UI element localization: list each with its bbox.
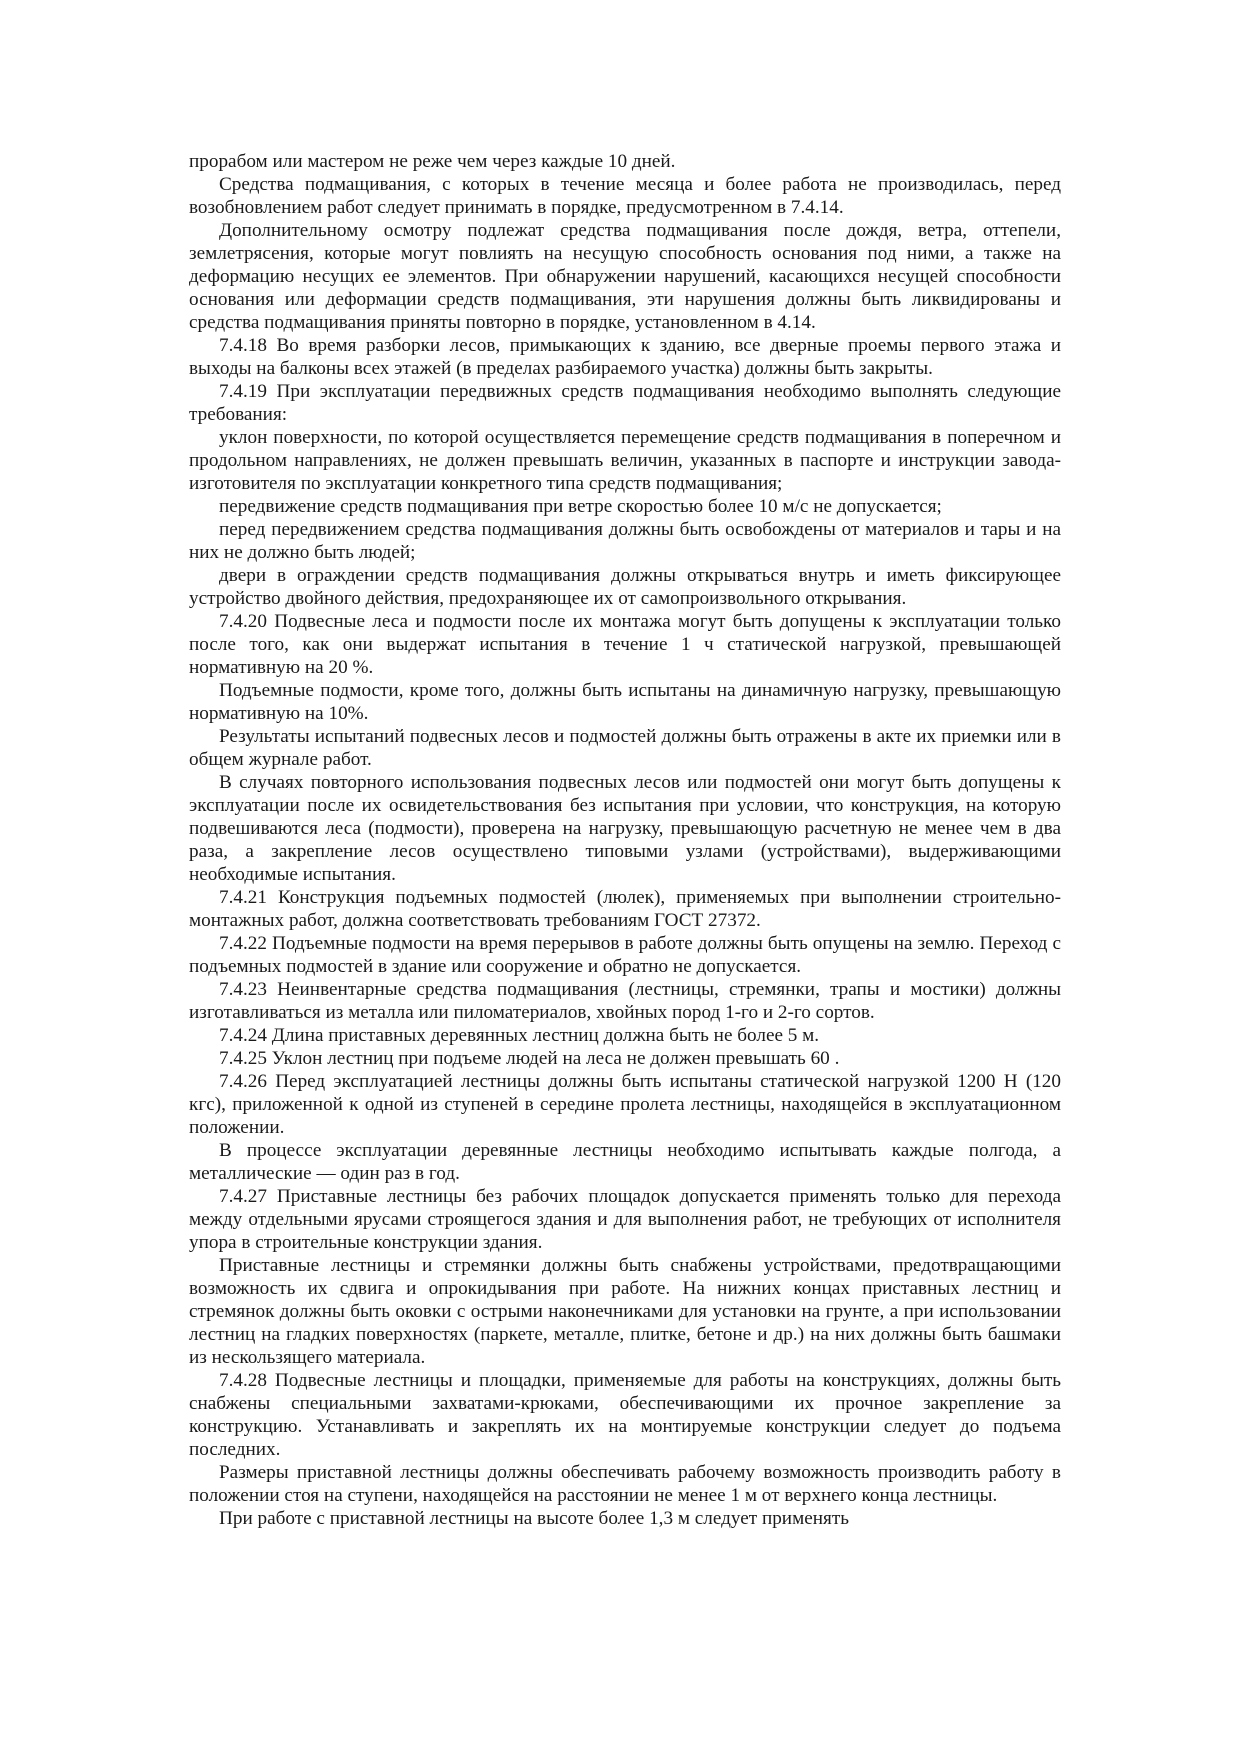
paragraph: Дополнительному осмотру подлежат средства подмащивания после дождя, ветра, оттепели, землетрясения, которые могут повлиять на несущую способность основания под ними, а также на деформацию несущих ее элементов. При обнаружении нарушений, касающихся несущей способности основания или деформации средств подмащивания, эти нарушения должны быть ликвидированы и средства подмащивания приняты повторно в порядке, установленном в 4.14. [189, 220, 1061, 333]
paragraph: 7.4.25 Уклон лестниц при подъеме людей на леса не должен превышать 60 . [219, 1048, 840, 1069]
paragraph: двери в ограждении средств подмащивания должны открываться внутрь и иметь фиксирующее устройство двойного действия, предохраняющее их от самопроизвольного открывания. [189, 565, 1061, 609]
paragraph: передвижение средств подмащивания при ветре скоростью более 10 м/с не допускается; [219, 496, 942, 517]
paragraph: 7.4.24 Длина приставных деревянных лестниц должна быть не более 5 м. [219, 1025, 820, 1046]
paragraph: Приставные лестницы и стремянки должны быть снабжены устройствами, предотвращающими возможность их сдвига и опрокидывания при работе. На нижних концах приставных лестниц и стремянок должны быть оковки с острыми наконечниками для установки на грунте, а при использовании лестниц на гладких поверхностях (паркете, металле, плитке, бетоне и др.) на них должны быть башмаки из нескользящего материала. [189, 1255, 1061, 1368]
paragraph: 7.4.23 Неинвентарные средства подмащивания (лестницы, стремянки, трапы и мостики) должны изготавливаться из металла или пиломатериалов, хвойных пород 1-го и 2-го сортов. [189, 979, 1061, 1023]
paragraph: 7.4.21 Конструкция подъемных подмостей (люлек), применяемых при выполнении строительно-монтажных работ, должна соответствовать требованиям ГОСТ 27372. [189, 887, 1061, 931]
paragraph: Средства подмащивания, с которых в течение месяца и более работа не производилась, перед возобновлением работ следует принимать в порядке, предусмотренном в 7.4.14. [189, 174, 1061, 218]
paragraph: В случаях повторного использования подвесных лесов или подмостей они могут быть допущены к эксплуатации после их освидетельствования без испытания при условии, что конструкция, на которую подвешиваются леса (подмости), проверена на нагрузку, превышающую расчетную не менее чем в два раза, а закрепление лесов осуществлено типовыми узлами (устройствами), выдерживающими необходимые испытания. [189, 772, 1061, 885]
paragraph: В процессе эксплуатации деревянные лестницы необходимо испытывать каждые полгода, а металлические — один раз в год. [189, 1140, 1061, 1184]
paragraph: 7.4.19 При эксплуатации передвижных средств подмащивания необходимо выполнять следующие требования: [189, 381, 1061, 425]
paragraph: 7.4.27 Приставные лестницы без рабочих площадок допускается применять только для перехода между отдельными ярусами строящегося здания и для выполнения работ, не требующих от исполнителя упора в строительные конструкции здания. [189, 1186, 1061, 1253]
paragraph: перед передвижением средства подмащивания должны быть освобождены от материалов и тары и на них не должно быть людей; [189, 519, 1061, 563]
document-page [189, 150, 1061, 1530]
paragraph: 7.4.18 Во время разборки лесов, примыкающих к зданию, все дверные проемы первого этажа и выходы на балконы всех этажей (в пределах разбираемого участка) должны быть закрыты. [189, 335, 1061, 379]
paragraph: прорабом или мастером не реже чем через каждые 10 дней. [189, 151, 676, 172]
paragraph: Результаты испытаний подвесных лесов и подмостей должны быть отражены в акте их приемки или в общем журнале работ. [189, 726, 1061, 770]
paragraph: уклон поверхности, по которой осуществляется перемещение средств подмащивания в поперечном и продольном направлениях, не должен превышать величин, указанных в паспорте и инструкции завода-изготовителя по эксплуатации конкретного типа средств подмащивания; [189, 427, 1061, 494]
paragraph: 7.4.26 Перед эксплуатацией лестницы должны быть испытаны статической нагрузкой 1200 Н (120 кгс), приложенной к одной из ступеней в середине пролета лестницы, находящейся в эксплуатационном положении. [189, 1071, 1061, 1138]
paragraph: 7.4.20 Подвесные леса и подмости после их монтажа могут быть допущены к эксплуатации только после того, как они выдержат испытания в течение 1 ч статической нагрузкой, превышающей нормативную на 20 %. [189, 611, 1061, 678]
paragraph: 7.4.22 Подъемные подмости на время перерывов в работе должны быть опущены на землю. Переход с подъемных подмостей в здание или сооружение и обратно не допускается. [189, 933, 1061, 977]
paragraph: При работе с приставной лестницы на высоте более 1,3 м следует применять [219, 1508, 849, 1529]
paragraph: Подъемные подмости, кроме того, должны быть испытаны на динамичную нагрузку, превышающую нормативную на 10%. [189, 680, 1061, 724]
paragraph: Размеры приставной лестницы должны обеспечивать рабочему возможность производить работу в положении стоя на ступени, находящейся на расстоянии не менее 1 м от верхнего конца лестницы. [189, 1462, 1061, 1506]
paragraph: 7.4.28 Подвесные лестницы и площадки, применяемые для работы на конструкциях, должны быть снабжены специальными захватами-крюками, обеспечивающими их прочное закрепление за конструкцию. Устанавливать и закреплять их на монтируемые конструкции следует до подъема последних. [189, 1370, 1061, 1460]
